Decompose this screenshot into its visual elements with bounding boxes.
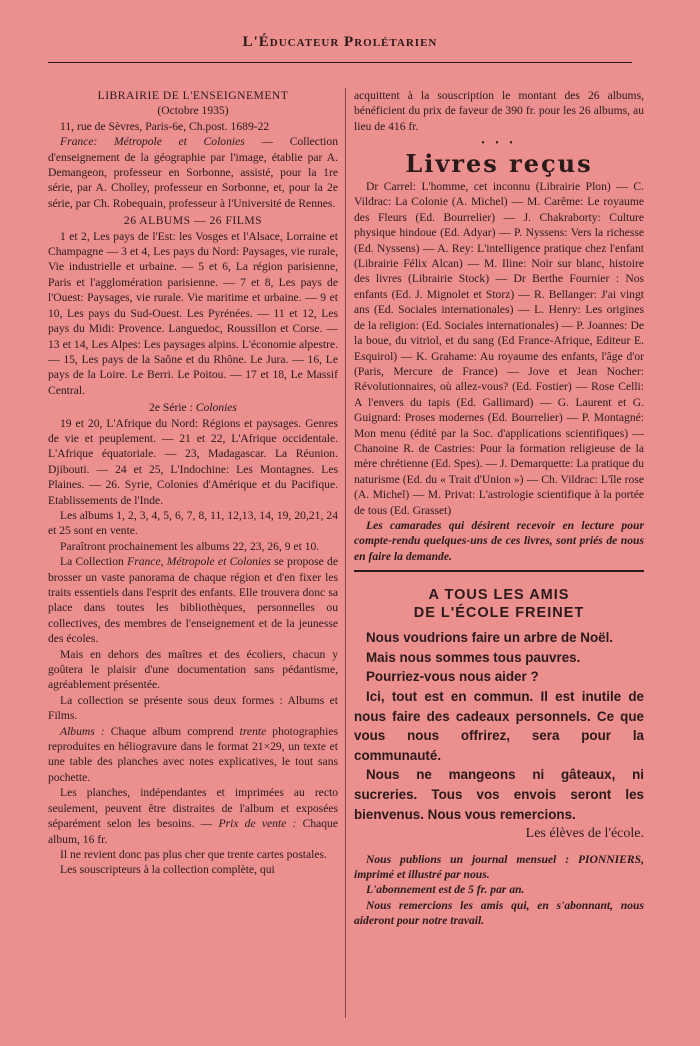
masters-paragraph: Mais en dehors des maîtres et des écoliers, chacun y goûtera le plaisir d'une documentation sans pédantisme, agréablement présentée. (48, 647, 338, 692)
right-column (354, 88, 644, 929)
collection-desc-a: La Collection (60, 555, 128, 569)
thanks-note: Nous remercions les amis qui, en s'abonnant, nous aideront pour notre travail. (354, 898, 644, 928)
appeal-line-2: Mais nous sommes tous pauvres. (366, 649, 581, 665)
column-divider (345, 88, 346, 1018)
books-received-list: Dr Carrel: L'homme, cet inconnu (Librairie Plon) — C. Vildrac: La Colonie (A. Michel) — M. Carême: Le royaume des Fleurs (Ed. Bourrelier) — J. Chakraborty: Culture physique hindoue (Ed. Adyar) — P. Nyssens: Vers la richesse (Ed. Nyssens) — A. Rey: L'intelligence pratique chez l'enfant (Librairie Félix Alcan) — M. Iline: Noir sur blanc, histoire des livres (Librairie Stock) — Dr Berthe Fournier : Nos enfants (Ed. J. Mignolet et Storz) — R. Bellanger: J'ai vingt ans (Ed. Sociales internationales) — L. Henry: Les origines de la religion: (Ed. Sociales internationales) — P. Joannes: De la boue, du vitriol, et du sang (Ed France-Afrique, Editeur E. Esquirol) — K. Grahame: Au royaume des enfants, l'âge d'or (Paris, Mercure de France) — Jove et Jean Nocher: Révolutionnaires, où allez-vous? (Ed. Fostier) — Rose Celli: A l'envers du tapis (Ed. Gallimard) — G. Laurent et G. Guignard: Proses modernes (Ed. Bourrelier) — P. Montagné: Mon menu (édité par la Soc. d'applications scientifiques) — Chanoine R. de Castries: Pour la formation religieuse de la mère chrétienne (Ed. Spes). — J. Demarquette: La pratique du naturisme (Ed. du « Trait d'Union ») — Ch. Vildrac: L'île rose (A. Michel) — M. Privat: L'astrologie scientifique à la portée de tous (Ed. Grasset) (354, 180, 644, 517)
postcards-paragraph: Il ne revient donc pas plus cher que trente cartes postales. (60, 847, 327, 861)
albums-heading: 26 ALBUMS — 26 FILMS (123, 214, 263, 228)
albums-on-sale: Les albums 1, 2, 3, 4, 5, 6, 7, 8, 11, 12,13, 14, 19, 20,21, 24 et 25 sont en vente. (48, 508, 338, 538)
appeal-line-3: Pourriez-vous nous aider ? (366, 669, 539, 685)
ornament-divider: • • • (481, 138, 517, 150)
appeal-title-line-2: DE L'ÉCOLE FREINET (413, 605, 585, 622)
albums-text-b: photographies reproduites en héliogravure dans le format 21×29, un texte et une table des planches avec notes explicatives, le tout sans pochette. (48, 724, 338, 784)
series-2-heading (48, 400, 338, 415)
price-label: Prix de vente : (218, 817, 297, 831)
collection-intro-text: — Collection d'enseignement de la géographie par l'image, établie par A. Demangeon, professeur en Sorbonne, assisté, pour la 1re série, par A. Cholley, professeur en Sorbonne, et, pour la 2e série, par Ch. Robequain, professeur à l'Université de Rennes. (48, 135, 338, 210)
albums-paragraph (48, 724, 338, 786)
collection-intro (48, 134, 338, 211)
library-address: 11, rue de Sèvres, Paris-6e, Ch.post. 1689-22 (60, 119, 270, 133)
appeal-body (354, 628, 644, 824)
series-2-label: Colonies (195, 401, 237, 415)
appeal-title-line-1: A TOUS LES AMIS (428, 587, 570, 604)
freinet-appeal (354, 586, 644, 928)
albums-label: Albums : (60, 724, 105, 738)
series-1-list: 1 et 2, Les pays de l'Est: les Vosges et l'Alsace, Lorraine et Champagne — 3 et 4, Les pays du Nord: Paysages, vie rurale, Vie industrielle et urbaine. — 5 et 6, La région parisienne, Paris et l'agglomération parisienne. — 7 et 8, Les pays de l'Ouest: Paysages, vie rurale. Vie maritime et urbaine. — 9 et 10, Les pays du Sud-Ouest. Les Pyrénées. — 11 et 12, Les pays du Midi: Provence. Languedoc, Roussillon et Corse. — 13 et 14, Les Alpes: Les paysages alpins. L'économie alpestre. — 15, Les pays de la Saône et du Rhône. Le Jura. — 16, Le pays de la Loire. Le Berri. Le Poitou. — 17 et 18, Le Massif Central. (48, 229, 338, 397)
subscribers-paragraph: Les souscripteurs à la collection complète, qui (60, 863, 275, 877)
subscription-continuation: acquittent à la souscription le montant des 26 albums, bénéficient du prix de faveur de 390 fr. pour les 26 albums, au lieu de 416 fr. (354, 89, 644, 133)
page-header: L'Éducateur Prolétarien (242, 34, 438, 50)
header-rule (48, 62, 632, 63)
albums-trente: trente (239, 724, 267, 738)
albums-text-a: Chaque album comprend (104, 724, 240, 738)
collection-description (48, 554, 338, 646)
appeal-line-4: Ici, tout est en commun. Il est inutile de nous faire des cadeaux personnels. Ce que vous nous offrirez, sera pour la communauté. (354, 688, 644, 763)
collection-intro-label: France: Métropole et Colonies (60, 135, 245, 149)
appeal-line-1: Nous voudrions faire un arbre de Noël. (366, 630, 614, 646)
books-request-note: Les camarades qui désirent recevoir en lecture pour compte-rendu quelques-uns de ces livres, sont priés de nous en faire la demande. (354, 518, 644, 563)
appeal-line-5: Nous ne mangeons ni gâteaux, ni sucreries. Tous vos envois seront les bienvenus. Nous vous remercions. (354, 767, 644, 822)
library-heading: LIBRAIRIE DE L'ENSEIGNEMENT (97, 89, 289, 102)
books-received-title: Livres reçus (405, 148, 593, 178)
library-date: (Octobre 1935) (157, 104, 229, 118)
section-rule (354, 570, 644, 572)
journal-note: Nous publions un journal mensuel : PIONNIERS, imprimé et illustré par nous. (354, 852, 644, 881)
appeal-signature: Les élèves de l'école. (525, 826, 644, 842)
collection-desc-label: France, Métropole et Colonies (127, 555, 271, 569)
left-column (48, 88, 338, 878)
price-text: Chaque album, 16 fr. (48, 817, 339, 846)
collection-desc-b: se propose de brosser un vaste panorama de chaque région et d'en fixer les traits essentiels dans l'esprit des enfants. Elle trouvera donc sa place dans toutes les bibliothèques, personnelles ou collectives, des membres de l'enseignement et de la jeunesse des écoles. (48, 555, 338, 646)
forms-paragraph: La collection se présente sous deux formes : Albums et Films. (48, 693, 338, 723)
plates-text: Les planches, indépendantes et imprimées au recto seulement, peuvent être distraites de l'album et exposées séparément selon les besoins. — (48, 786, 338, 831)
albums-upcoming: Paraîtront prochainement les albums 22, 23, 26, 9 et 10. (60, 539, 320, 553)
appeal-notes (354, 852, 644, 929)
subscription-note: L'abonnement est de 5 fr. par an. (366, 883, 525, 897)
series-2-list: 19 et 20, L'Afrique du Nord: Régions et paysages. Genres de vie et peuplement. — 21 et 22, L'Afrique occidentale. L'Afrique équatoriale. — 23, Madagascar. La Réunion. Djibouti. — 24 et 25, L'Indochine: Les Montagnes. Les Plaines. — 26. Syrie, Colonies d'Amérique et du Pacifique. Etablissements de l'Inde. (48, 416, 338, 507)
plates-paragraph (48, 785, 338, 847)
series-2-prefix: 2e Série : (149, 401, 196, 415)
